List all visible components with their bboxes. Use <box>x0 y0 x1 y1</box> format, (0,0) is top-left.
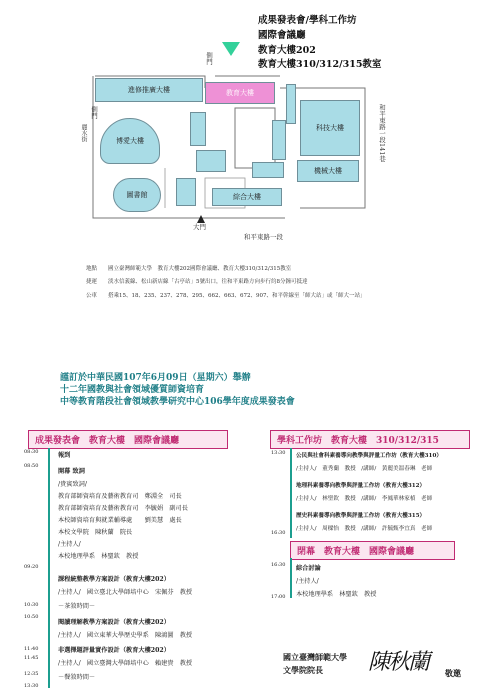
workshop-item: 歷史科素養導向教學與評量工作坊（教育大樓315） <box>296 513 426 519</box>
time-label: 08:50 <box>24 463 39 469</box>
info-row <box>86 291 365 299</box>
info-key: 捷運 <box>86 279 98 285</box>
time-label: 16:30 <box>271 562 286 568</box>
agenda-item: 開幕 致詞 <box>58 468 85 475</box>
building-tech: 科技大樓 <box>300 100 360 156</box>
info-value: 淡水信義線、松山新店線「古亭站」5號出口，往和平東路方向步行約8分鐘可抵達 <box>108 279 308 285</box>
closing-word: 敬邀 <box>445 668 461 678</box>
agenda-item: －茶敘時間－ <box>58 603 96 610</box>
map-block <box>252 162 284 178</box>
map-block <box>196 150 226 172</box>
header-line: 成果發表會/學科工作坊 <box>258 15 357 26</box>
heping-road-label: 和平東路一段 <box>244 233 283 241</box>
time-label: 09:20 <box>24 564 39 570</box>
time-label: 11:40 <box>24 646 39 652</box>
closing-item: 綜合討論 <box>296 565 321 572</box>
time-label: 13:30 <box>24 683 39 689</box>
agenda-item: 閱讀理解教學方案設計（教育大樓202） <box>58 619 170 626</box>
map-block <box>286 84 296 124</box>
agenda-item: 課程統整教學方案設計（教育大樓202） <box>58 576 170 583</box>
lishui-street-label: 麗水街 <box>80 124 87 142</box>
map-block <box>272 120 286 160</box>
info-value: 國立臺灣師範大學 教育大樓202國際會議廳、教育大樓310/312/315教室 <box>108 266 292 272</box>
agenda-item: /主持人/ 國立東華大學歷史學系 陳鴻圖 教授 <box>58 632 193 639</box>
time-label: 11:45 <box>24 655 39 661</box>
right-panel-title: 學科工作坊 教育大樓 310/312/315 <box>270 430 470 449</box>
closing-item: /主持人/ <box>296 578 319 585</box>
workshop-item: /主持人/ 董秀蘭 教授 /講師/ 黃麗美溫春琳 老師 <box>296 466 433 472</box>
closing-item: 本校地理學系 林聖欽 教授 <box>296 591 377 598</box>
heping-lane-label: 和平東路一段141巷 <box>378 104 386 162</box>
agenda-item: 報到 <box>58 452 71 459</box>
building-jinxiu: 進修推廣大樓 <box>95 78 203 102</box>
info-key: 公車 <box>86 293 98 299</box>
announcement-line: 謹訂於中華民國107年6月09日（星期六）舉辦 <box>60 373 251 383</box>
timeline-bar <box>48 448 50 688</box>
agenda-item: 非選擇題評量實作設計（教育大樓202） <box>58 647 170 654</box>
building-education: 教育大樓 <box>205 82 275 104</box>
workshop-item: /主持人/ 周樑怡 教授 /講師/ 許毓甄李宜真 老師 <box>296 526 433 532</box>
side-gate-left-label: 側門 <box>90 106 98 119</box>
org-line: 文學院院長 <box>283 665 323 675</box>
main-gate-label: 大門 <box>193 223 206 231</box>
signature: 陳秋蘭 <box>368 650 429 675</box>
announcement-line: 中等教育階段社會領域教學研究中心106學年度成果發表會 <box>60 397 295 407</box>
building-machine: 機械大樓 <box>297 160 359 182</box>
location-arrow-icon <box>220 40 242 58</box>
time-label: 10:50 <box>24 614 39 620</box>
header-line: 國際會議廳 <box>258 30 306 41</box>
workshop-item: 地理科素養導向教學與評量工作坊（教育大樓312） <box>296 483 426 489</box>
agenda-item: 教育部師資培育及藝術教育司 李毓娟 副司長 <box>58 505 188 512</box>
agenda-item: －餐敘時間－ <box>58 674 96 681</box>
agenda-item: /主持人/ 國立臺灣大學師培中心 賴建貴 教授 <box>58 660 193 667</box>
time-label: 17:00 <box>271 594 286 600</box>
time-label: 10:30 <box>24 602 39 608</box>
timeline-bar <box>290 448 292 538</box>
timeline-bar <box>290 558 292 598</box>
agenda-item: 本校師資培育與就業輔導處 劉美慧 處長 <box>58 517 182 524</box>
agenda-item: 本校文學院 陳秋蘭 院長 <box>58 529 133 536</box>
info-row <box>86 277 308 285</box>
announcement-line: 十二年國教與社會領域優質師資培育 <box>60 385 205 395</box>
time-label: 13:30 <box>271 450 286 456</box>
side-gate-top-label: 側門 <box>205 52 213 65</box>
agenda-item: /貴賓致詞/ <box>58 481 87 488</box>
info-value: 搭乘15、18、235、237、278、295、662、663、672、907、和平幹線至「師大站」或「師大一站」 <box>108 293 366 299</box>
time-label: 12:35 <box>24 671 39 677</box>
info-key: 地點 <box>86 266 98 272</box>
left-panel-title: 成果發表會 教育大樓 國際會議廳 <box>28 430 228 449</box>
building-boai: 博愛大樓 <box>100 118 160 164</box>
map-block <box>176 178 196 206</box>
building-comprehensive: 綜合大樓 <box>212 188 282 206</box>
time-label: 16:30 <box>271 530 286 536</box>
closing-title: 閉幕 教育大樓 國際會議廳 <box>290 541 455 560</box>
agenda-item: 教育部師資培育及藝術教育司 鄭淵全 司長 <box>58 493 182 500</box>
agenda-item: 本校地理學系 林聖欽 教授 <box>58 553 139 560</box>
building-library: 圖書館 <box>113 178 161 212</box>
agenda-item: /主持人/ 國立臺北大學師培中心 宋佩芬 教授 <box>58 589 193 596</box>
workshop-item: 公民與社會科素養導向教學與評量工作坊（教育大樓310） <box>296 453 442 459</box>
map-block <box>190 112 206 146</box>
workshop-item: /主持人/ 林聖欽 教授 /講師/ 李鳳華林家楨 老師 <box>296 496 433 502</box>
org-line: 國立臺灣師範大學 <box>283 652 347 662</box>
agenda-item: /主持人/ <box>58 541 81 548</box>
header-line: 教育大樓202 <box>258 45 316 56</box>
time-label: 08:30 <box>24 449 39 455</box>
info-row <box>86 264 291 272</box>
header-line: 教育大樓310/312/315教室 <box>258 59 382 70</box>
